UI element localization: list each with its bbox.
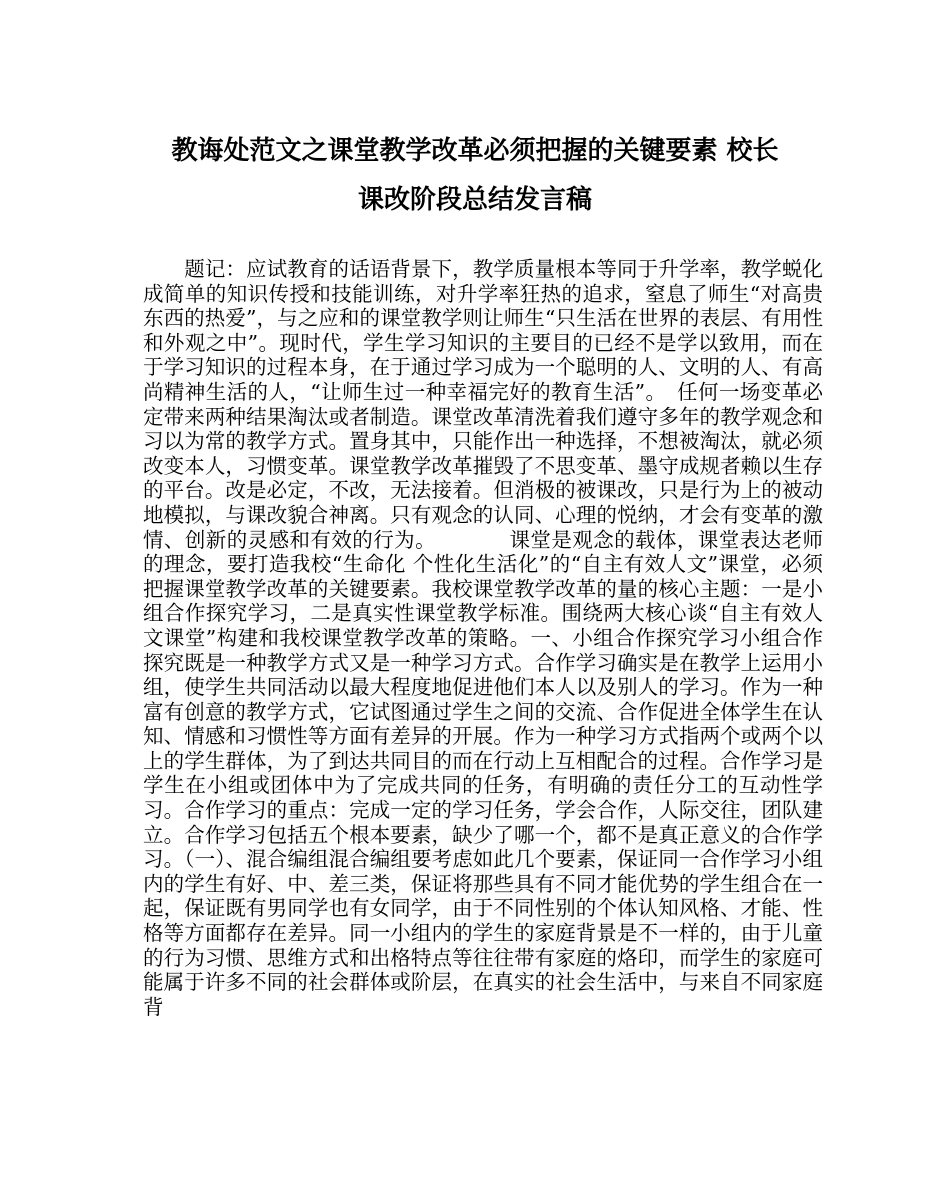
document-title-line-1: 教诲处范文之课堂教学改革必须把握的关键要素 校长 [171,136,779,166]
document-title-line-2: 课改阶段总结发言稿 [357,185,592,215]
document-body-paragraph: 题记：应试教育的话语背景下，教学质量根本等同于升学率，教学蜕化成简单的知识传授和技能训练，对升学率狂热的追求，窒息了师生“对高贵东西的热爱”，与之应和的课堂教学则让师生“只生活在世界的表层、有用性和外观之中”。现时代，学生学习知识的主要目的已经不是学以致用，而在于学习知识的过程本身，在于通过学习成为一个聪明的人、文明的人、有高尚精神生活的人，“让师生过一种幸福完好的教育生活”。 任何一场变革必定带来两种结果淘汰或者制造。课堂改革清洗着我们遵守多年的教学观念和习以为常的教学方式。置身其中，只能作出一种选择，不想被淘汰，就必须改变本人，习惯变革。课堂教学改革摧毁了不思变革、墨守成规者赖以生存的平台。改是必定，不改，无法接着。但消极的被课改，只是行为上的被动地模拟，与课改貌合神离。只有观念的认同、心理的悦纳，才会有变革的激情、创新的灵感和有效的行为。 课堂是观念的载体，课堂表达老师的理念，要打造我校“生命化 个性化生活化”的“自主有效人文”课堂，必须把握课堂教学改革的关键要素。我校课堂教学改革的量的核心主题：一是小组合作探究学习，二是真实性课堂教学标准。围绕两大核心谈“自主有效人文课堂”构建和我校课堂教学改革的策略。一、小组合作探究学习小组合作探究既是一种教学方式又是一种学习方式。合作学习确实是在教学上运用小组，使学生共同活动以最大程度地促进他们本人以及别人的学习。作为一种富有创意的教学方式，它试图通过学生之间的交流、合作促进全体学生在认知、情感和习惯性等方面有差异的开展。作为一种学习方式指两个或两个以上的学生群体，为了到达共同目的而在行动上互相配合的过程。合作学习是学生在小组或团体中为了完成共同的任务，有明确的责任分工的互动性学习。合作学习的重点：完成一定的学习任务，学会合作，人际交往，团队建立。合作学习包括五个根本要素，缺少了哪一个，都不是真正意义的合作学习。（一）、混合编组混合编组要考虑如此几个要素，保证同一合作学习小组内的学生有好、中、差三类，保证将那些具有不同才能优势的学生组合在一起，保证既有男同学也有女同学，由于不同性别的个体认知风格、才能、性格等方面都存在差异。同一小组内的学生的家庭背景是不一样的，由于儿童的行为习惯、思维方式和出格特点等往往带有家庭的烙印，而学生的家庭可能属于许多不同的社会群体或阶层，在真实的社会生活中，与来自不同家庭背 [143,257,823,1019]
